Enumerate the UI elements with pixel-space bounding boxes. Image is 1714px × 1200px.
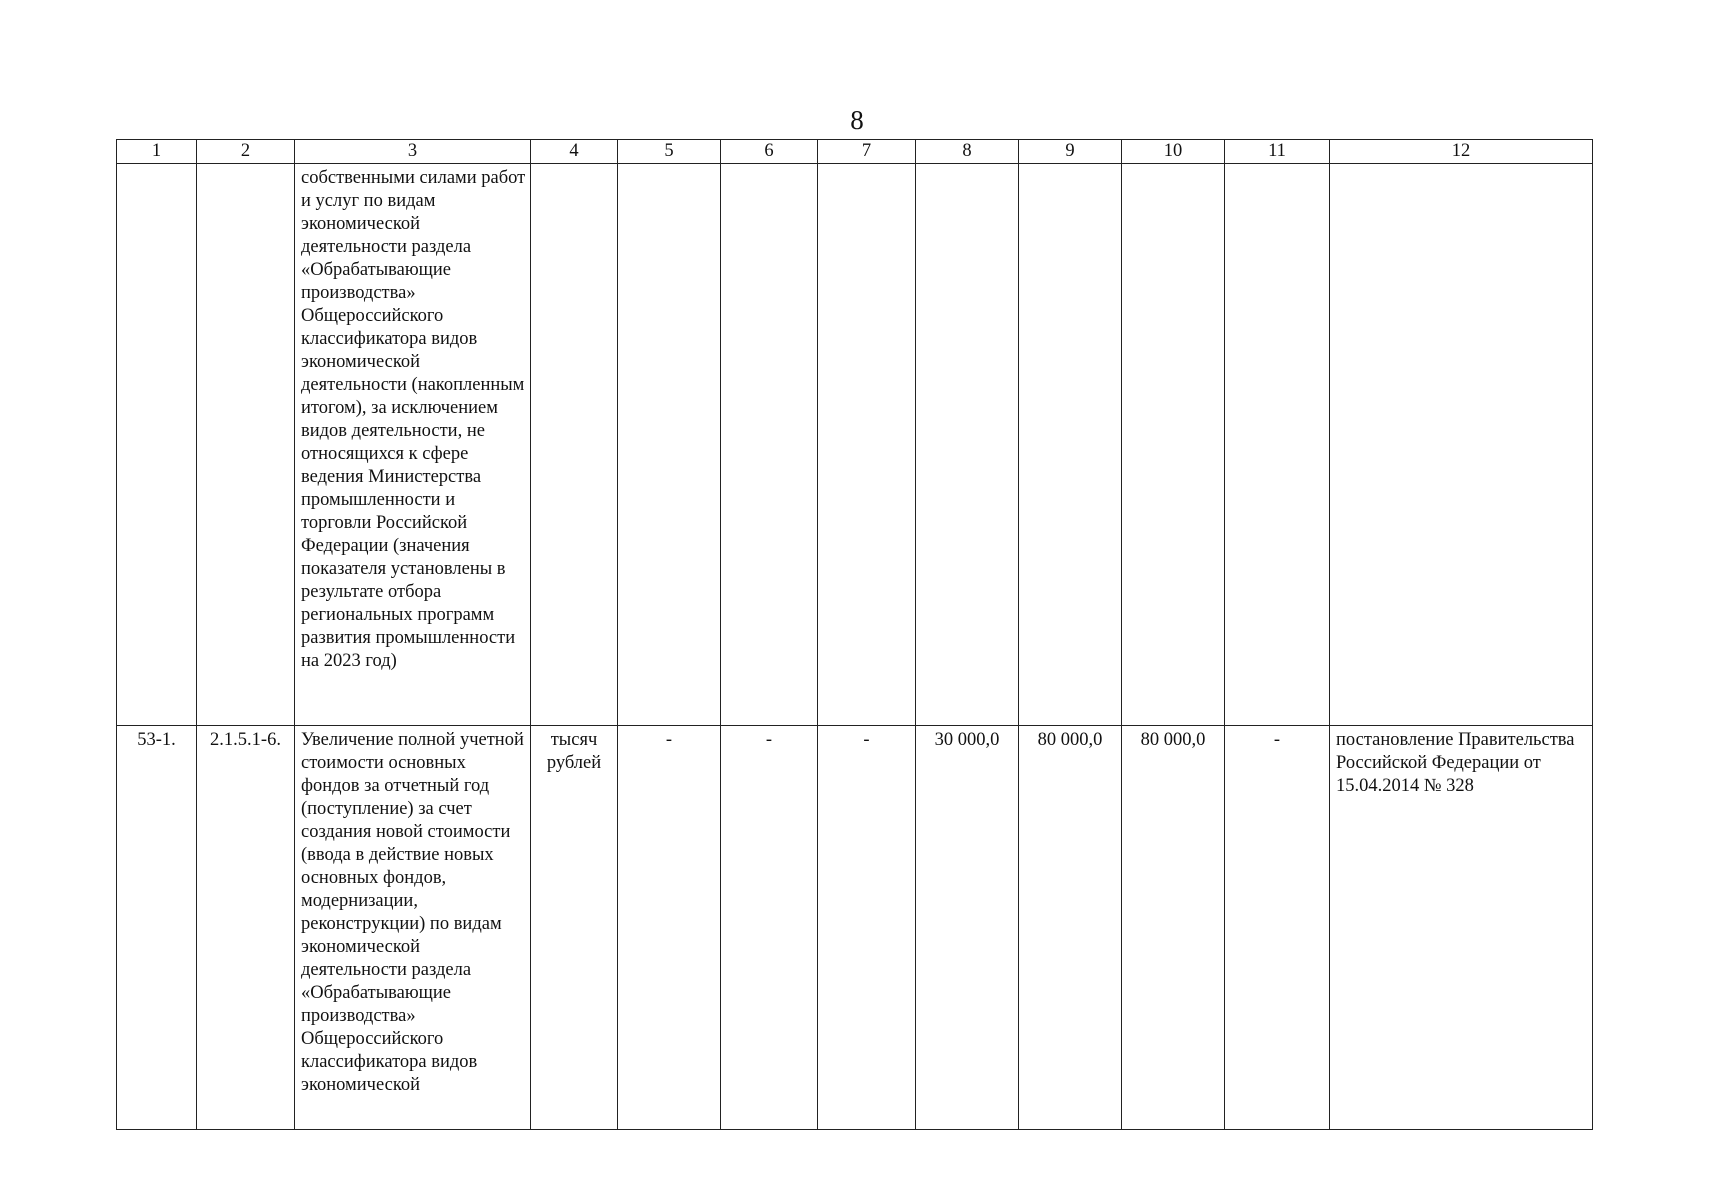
row-col9: 80 000,0 <box>1019 726 1122 1130</box>
cell-empty <box>1330 164 1593 726</box>
column-number-header-row <box>117 140 1593 164</box>
column-header-2: 2 <box>197 140 295 164</box>
column-header-10: 10 <box>1122 140 1225 164</box>
cell-empty <box>117 164 197 726</box>
cell-empty <box>531 164 618 726</box>
cell-empty <box>916 164 1019 726</box>
row-col7: - <box>818 726 916 1130</box>
row-document: постановление Правительства Российской Федерации от 15.04.2014 № 328 <box>1330 726 1593 1130</box>
column-header-9: 9 <box>1019 140 1122 164</box>
row-number: 53-1. <box>117 726 197 1130</box>
column-header-6: 6 <box>721 140 818 164</box>
row-col6: - <box>721 726 818 1130</box>
cell-empty <box>1225 164 1330 726</box>
column-header-7: 7 <box>818 140 916 164</box>
column-header-12: 12 <box>1330 140 1593 164</box>
row-col10: 80 000,0 <box>1122 726 1225 1130</box>
row-col5: - <box>618 726 721 1130</box>
indicators-table <box>116 139 1593 1130</box>
row-description: Увеличение полной учетной стоимости основных фондов за отчетный год (поступление) за счет создания новой стоимости (ввода в действие новых основных фондов, модернизации, реконструкции) по видам экономической деятельности раздела «Обрабатывающие производства» Общероссийского классификатора видов экономической <box>295 726 531 1130</box>
row-col8: 30 000,0 <box>916 726 1019 1130</box>
row-unit: тысяч рублей <box>531 726 618 1130</box>
column-header-4: 4 <box>531 140 618 164</box>
cell-empty <box>721 164 818 726</box>
table-row <box>117 726 1593 1130</box>
cell-empty <box>618 164 721 726</box>
column-header-5: 5 <box>618 140 721 164</box>
continuation-description: собственными силами работ и услуг по видам экономической деятельности раздела «Обрабатывающие производства» Общероссийского классификатора видов экономической деятельности (накопленным итогом), за исключением видов деятельности, не относящихся к сфере ведения Министерства промышленности и торговли Российской Федерации (значения показателя установлены в результате отбора региональных программ развития промышленности на 2023 год) <box>295 164 531 726</box>
cell-empty <box>197 164 295 726</box>
column-header-8: 8 <box>916 140 1019 164</box>
continuation-row <box>117 164 1593 726</box>
row-col11: - <box>1225 726 1330 1130</box>
column-header-11: 11 <box>1225 140 1330 164</box>
column-header-3: 3 <box>295 140 531 164</box>
column-header-1: 1 <box>117 140 197 164</box>
cell-empty <box>818 164 916 726</box>
row-code: 2.1.5.1-6. <box>197 726 295 1130</box>
cell-empty <box>1019 164 1122 726</box>
page-number: 8 <box>850 105 864 135</box>
cell-empty <box>1122 164 1225 726</box>
